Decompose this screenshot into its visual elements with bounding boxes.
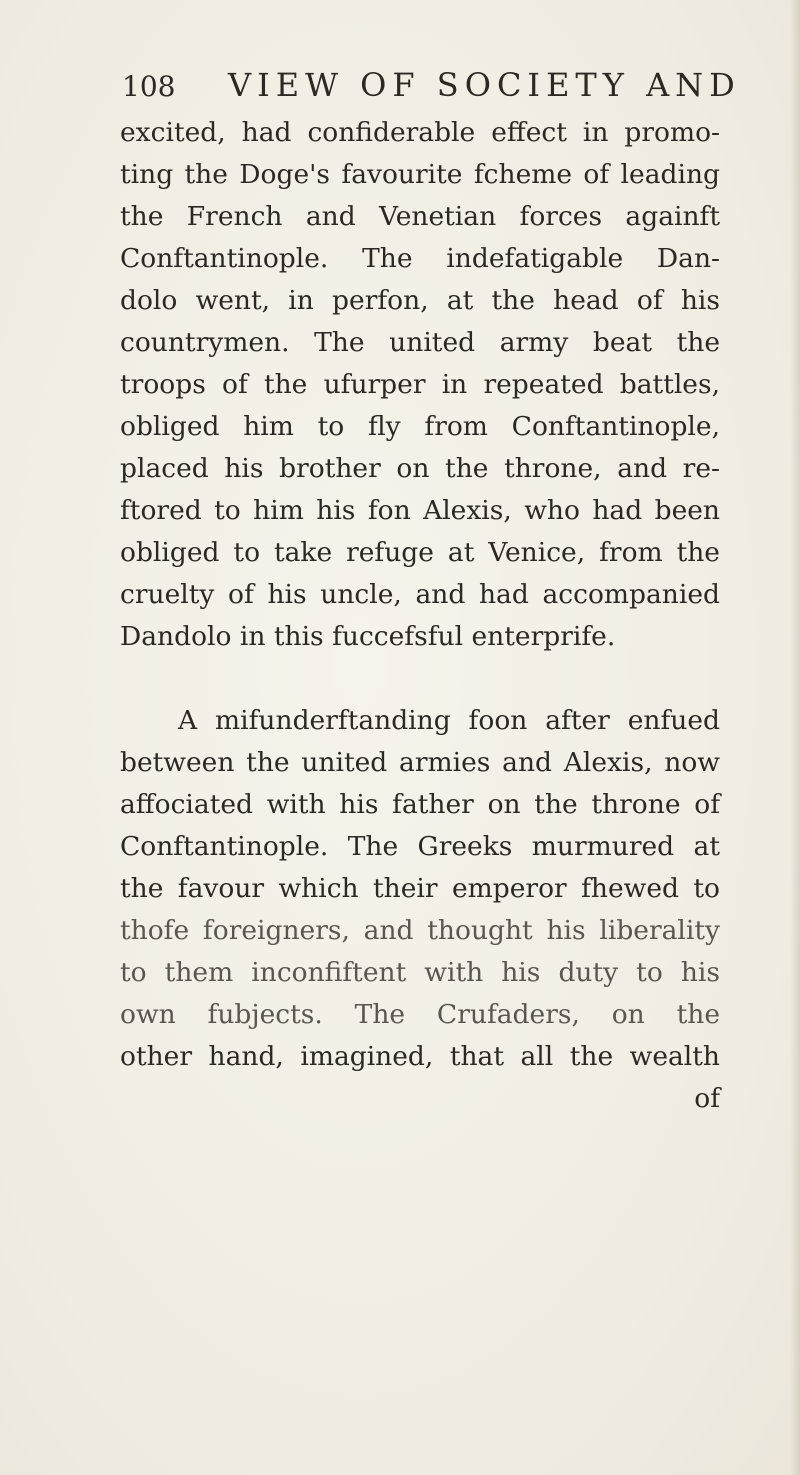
text-line: thofe foreigners, and thought his liberality: [120, 915, 720, 946]
text-line: own fubjects. The Crufaders, on the: [120, 999, 720, 1030]
text-line: affociated with his father on the throne of: [120, 789, 720, 820]
running-title: VIEW OF SOCIETY AND: [228, 66, 741, 104]
text-line: other hand, imagined, that all the wealth: [120, 1041, 720, 1072]
text-line: to them inconfiftent with his duty to his: [120, 957, 720, 988]
text-line: Dandolo in this fuccefsful enterprife.: [120, 621, 616, 652]
text-line: Conftantinople. The indefatigable Dan-: [120, 243, 720, 274]
text-line: troops of the ufurper in repeated battles,: [120, 369, 720, 400]
text-line: ftored to him his fon Alexis, who had been: [120, 495, 720, 526]
paragraph-1: [120, 112, 720, 658]
paragraph-gap: [120, 658, 720, 700]
text-line: Conftantinople. The Greeks murmured at: [120, 831, 720, 862]
running-head: [122, 62, 741, 112]
text-line: A mifunderftanding foon after enfued: [178, 705, 720, 736]
text-line: obliged to take refuge at Venice, from the: [120, 537, 720, 568]
text-line: excited, had confiderable effect in promo-: [120, 117, 720, 148]
text-line: dolo went, in perfon, at the head of his: [120, 285, 720, 316]
text-line: ting the Doge's favourite fcheme of leading: [120, 159, 720, 190]
text-line: countrymen. The united army beat the: [120, 327, 720, 358]
body-text: [120, 112, 720, 1120]
text-line: obliged him to fly from Conftantinople,: [120, 411, 720, 442]
text-line: between the united armies and Alexis, now: [120, 747, 720, 778]
text-line: the favour which their emperor fhewed to: [120, 873, 720, 904]
text-line: cruelty of his uncle, and had accompanied: [120, 579, 720, 610]
text-line: the French and Venetian forces againft: [120, 201, 720, 232]
page-edge-shadow: [790, 0, 800, 1475]
page-number: 108: [122, 70, 176, 103]
catchword: of: [694, 1083, 720, 1114]
text-line: placed his brother on the throne, and re-: [120, 453, 720, 484]
paragraph-2: [120, 700, 720, 1078]
